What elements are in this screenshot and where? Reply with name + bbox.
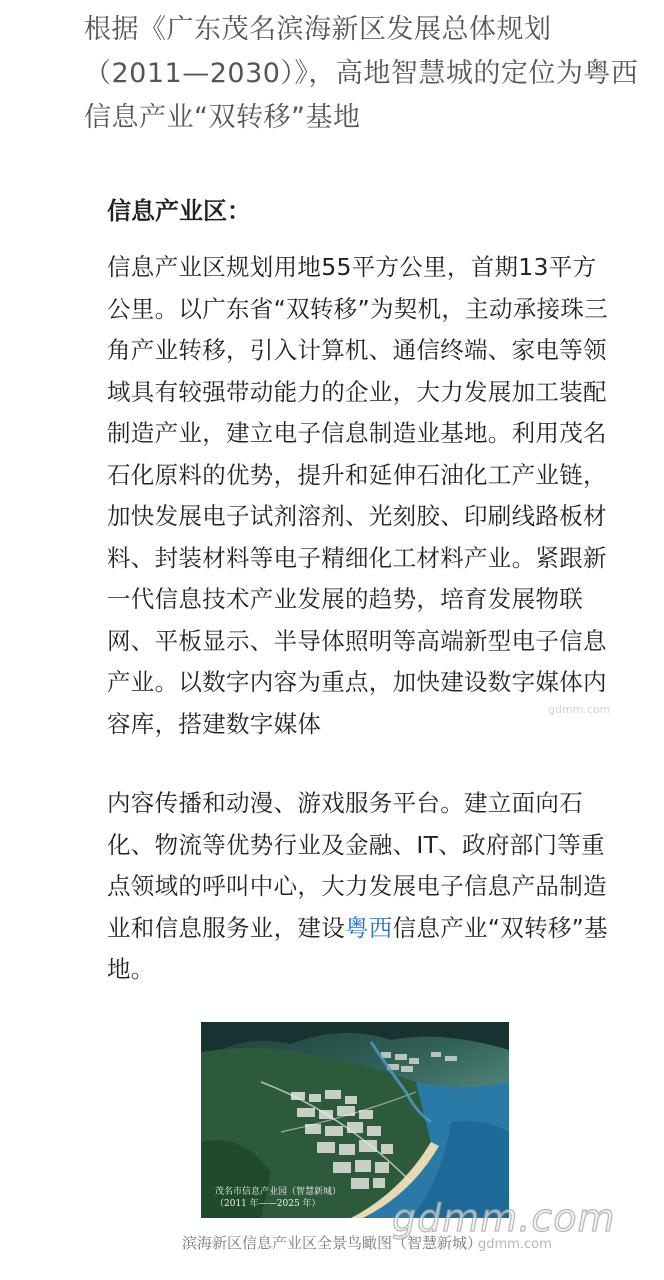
body-paragraph-2-text-b: 信息产业“双转移”基地。 (107, 913, 608, 983)
body-paragraph-2-text-a: 内容传播和动漫、游戏服务平台。建立面向石化、物流等优势行业及金融、IT、政府部门等重点领域的呼叫中心，大力发展电子信息产品制造业和信息服务业，建设 (107, 789, 607, 942)
image-caption: 滨海新区信息产业区全景鸟瞰图（智慧新城） (181, 1234, 482, 1252)
intro-paragraph: 根据《广东茂名滨海新区发展总体规划（2011—2030）》，高地智慧城的定位为粤西信息产业“双转移”基地 (84, 14, 639, 133)
watermark-mid: gdmm.com (548, 703, 611, 716)
aerial-image-label-line2: （2011 年——2025 年） (215, 1199, 321, 1209)
aerial-view-image[interactable] (201, 1022, 509, 1218)
aerial-image-label-line1: 茂名市信息产业园（智慧新城） (215, 1187, 342, 1197)
region-link[interactable]: 粤西 (345, 913, 393, 942)
section-title: 信息产业区： (107, 197, 251, 225)
aerial-image-label (215, 1186, 341, 1210)
watermark-small: gdmm.com (478, 1237, 552, 1252)
body-paragraph-2 (107, 783, 617, 991)
body-paragraph-1: 信息产业区规划用地55平方公里，首期13平方公里。以广东省“双转移”为契机，主动承接珠三角产业转移，引入计算机、通信终端、家电等领域具有较强带动能力的企业，大力发展加工装配制造产业，建立电子信息制造业基地。利用茂名石化原料的优势，提升和延伸石油化工产业链，加快发展电子试剂溶剂、光刻胶、印刷线路板材料、封装材料等电子精细化工材料产业。紧跟新一代信息技术产业发展的趋势，培育发展物联网、平板显示、半导体照明等高端新型电子信息产业。以数字内容为重点，加快建设数字媒体内容库，搭建数字媒体 (107, 253, 608, 738)
watermark-logo: gdmm.com (392, 1196, 616, 1240)
